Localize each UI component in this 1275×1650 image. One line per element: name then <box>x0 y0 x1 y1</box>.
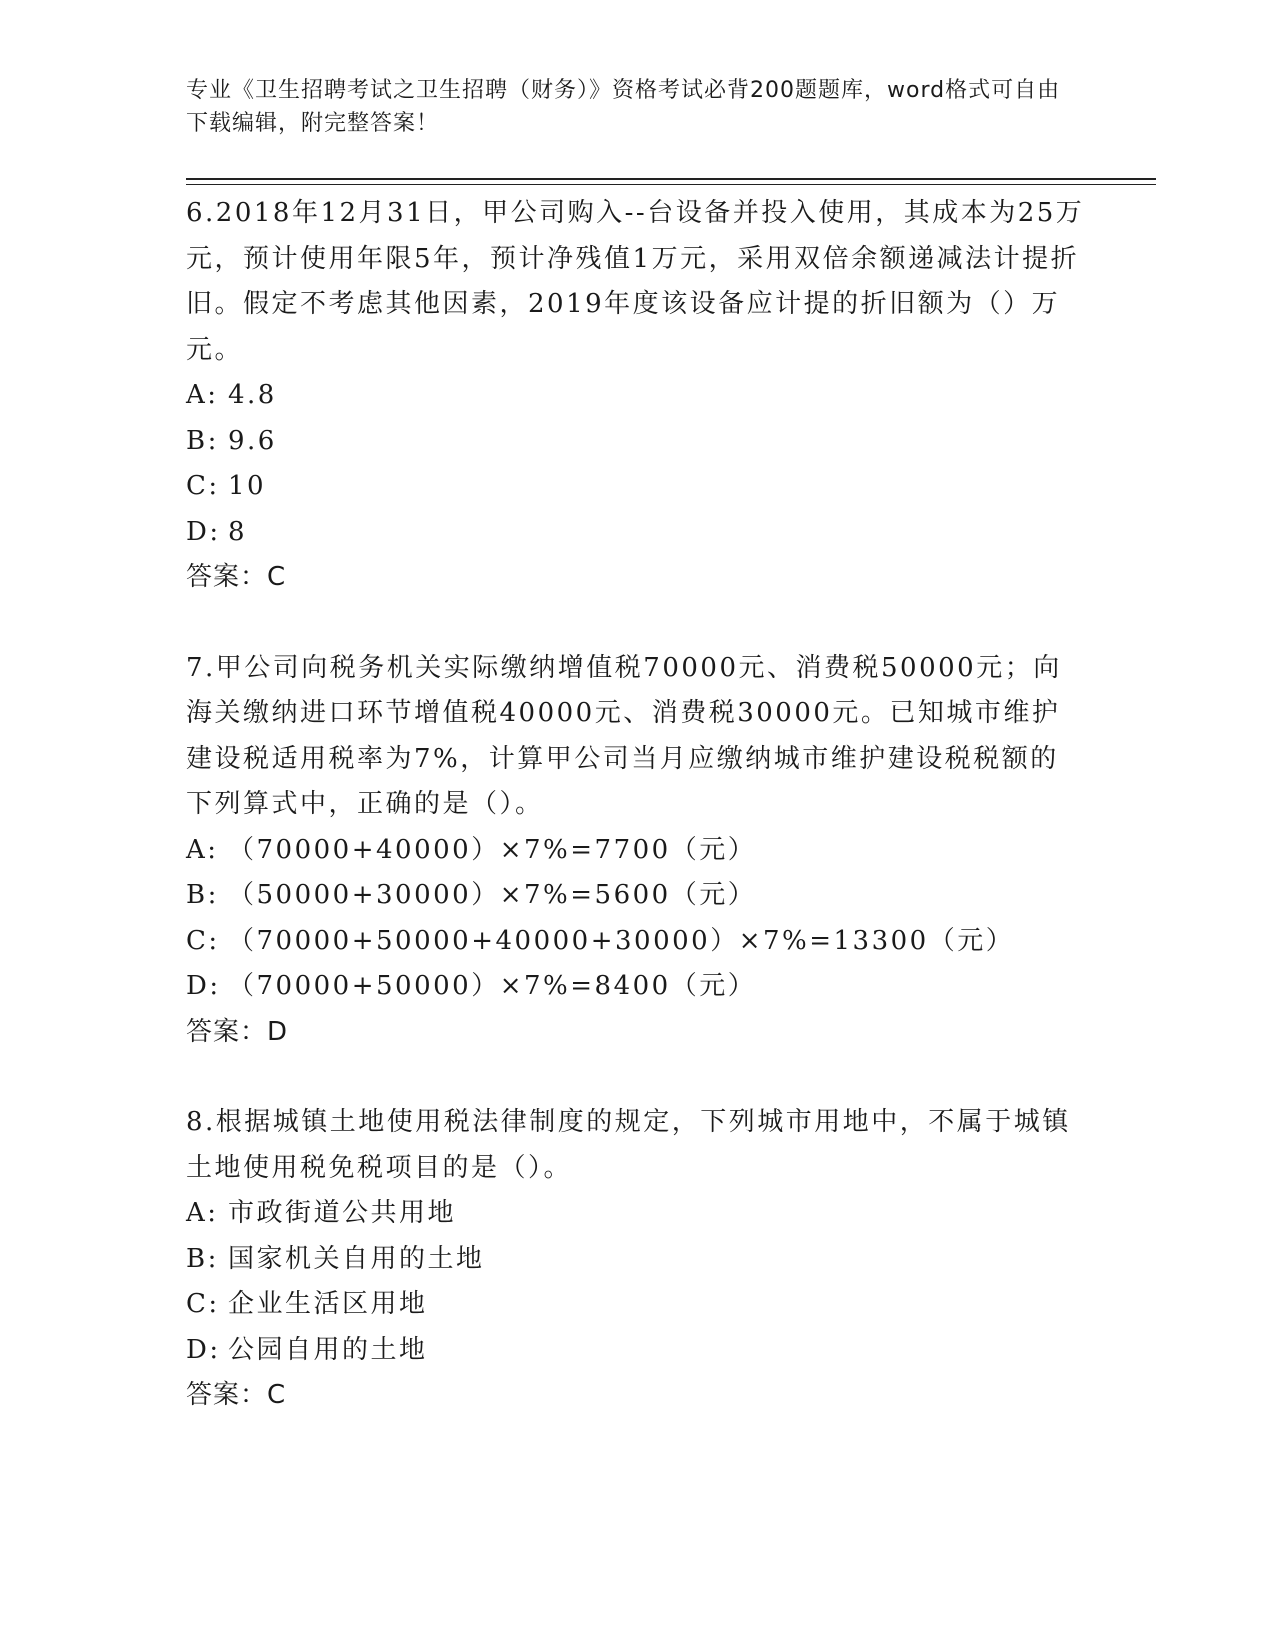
option-text: 公园自用的土地 <box>228 1334 428 1365</box>
option-text: （70000+50000+40000+30000）×7%=13300（元） <box>228 925 1015 956</box>
option-label: D: <box>186 971 221 1001</box>
option-text: 9.6 <box>228 425 277 456</box>
option-text: 4.8 <box>228 380 277 410</box>
header-divider-thin <box>186 184 1156 185</box>
option-b <box>186 1237 1086 1283</box>
question-list <box>186 191 1086 1419</box>
option-d <box>186 510 1086 556</box>
option-c <box>186 1282 1086 1328</box>
question-text: 7.甲公司向税务机关实际缴纳增值税70000元、消费税50000元；向海关缴纳进口环节增值税40000元、消费税30000元。已知城市维护建设税适用税率为7%，计算甲公司当月应缴纳城市维护建设税税额的下列算式中，正确的是（）。 <box>186 652 1062 819</box>
option-label: C: <box>186 471 220 501</box>
option-text: 8 <box>228 516 248 547</box>
spacer <box>186 1055 1086 1100</box>
spacer <box>186 601 1086 646</box>
option-c <box>186 919 1086 965</box>
option-text: （70000+40000）×7%=7700（元） <box>228 834 757 865</box>
option-text: 企业生活区用地 <box>228 1289 428 1319</box>
option-b <box>186 873 1086 919</box>
option-label: A: <box>186 834 219 865</box>
question-8 <box>186 1100 1086 1419</box>
document-header: 专业《卫生招聘考试之卫生招聘（财务）》资格考试必背200题题库，word格式可自由下载编辑，附完整答案！ <box>186 78 1061 136</box>
option-label: A: <box>186 1198 219 1228</box>
option-text: 市政街道公共用地 <box>228 1198 457 1228</box>
option-label: B: <box>186 425 219 456</box>
option-b <box>186 419 1086 465</box>
question-text: 6.2018年12月31日，甲公司购入--台设备并投入使用，其成本为25万元，预计使用年限5年，预计净残值1万元，采用双倍余额递减法计提折旧。假定不考虑其他因素，2019年度该设备应计提的折旧额为（）万元。 <box>186 198 1085 365</box>
option-label: D: <box>186 516 221 547</box>
option-a <box>186 1191 1086 1237</box>
option-label: A: <box>186 380 219 410</box>
answer-line: 答案：C <box>186 562 287 592</box>
question-7 <box>186 646 1086 1056</box>
answer-line: 答案：D <box>186 1016 289 1047</box>
option-text: （50000+30000）×7%=5600（元） <box>228 880 757 910</box>
header-divider-thick <box>186 178 1156 180</box>
option-c <box>186 464 1086 510</box>
option-label: C: <box>186 925 220 956</box>
option-label: B: <box>186 1243 219 1274</box>
option-label: C: <box>186 1289 220 1319</box>
question-text: 8.根据城镇土地使用税法律制度的规定，下列城市用地中，不属于城镇土地使用税免税项目的是（）。 <box>186 1107 1071 1183</box>
answer-line: 答案：C <box>186 1380 287 1410</box>
option-label: D: <box>186 1334 221 1365</box>
option-text: （70000+50000）×7%=8400（元） <box>228 971 757 1001</box>
option-d <box>186 964 1086 1010</box>
option-text: 国家机关自用的土地 <box>228 1243 485 1274</box>
question-6 <box>186 191 1086 601</box>
option-text: 10 <box>228 471 267 501</box>
option-label: B: <box>186 880 219 910</box>
option-d <box>186 1328 1086 1374</box>
option-a <box>186 828 1086 874</box>
option-a <box>186 373 1086 419</box>
